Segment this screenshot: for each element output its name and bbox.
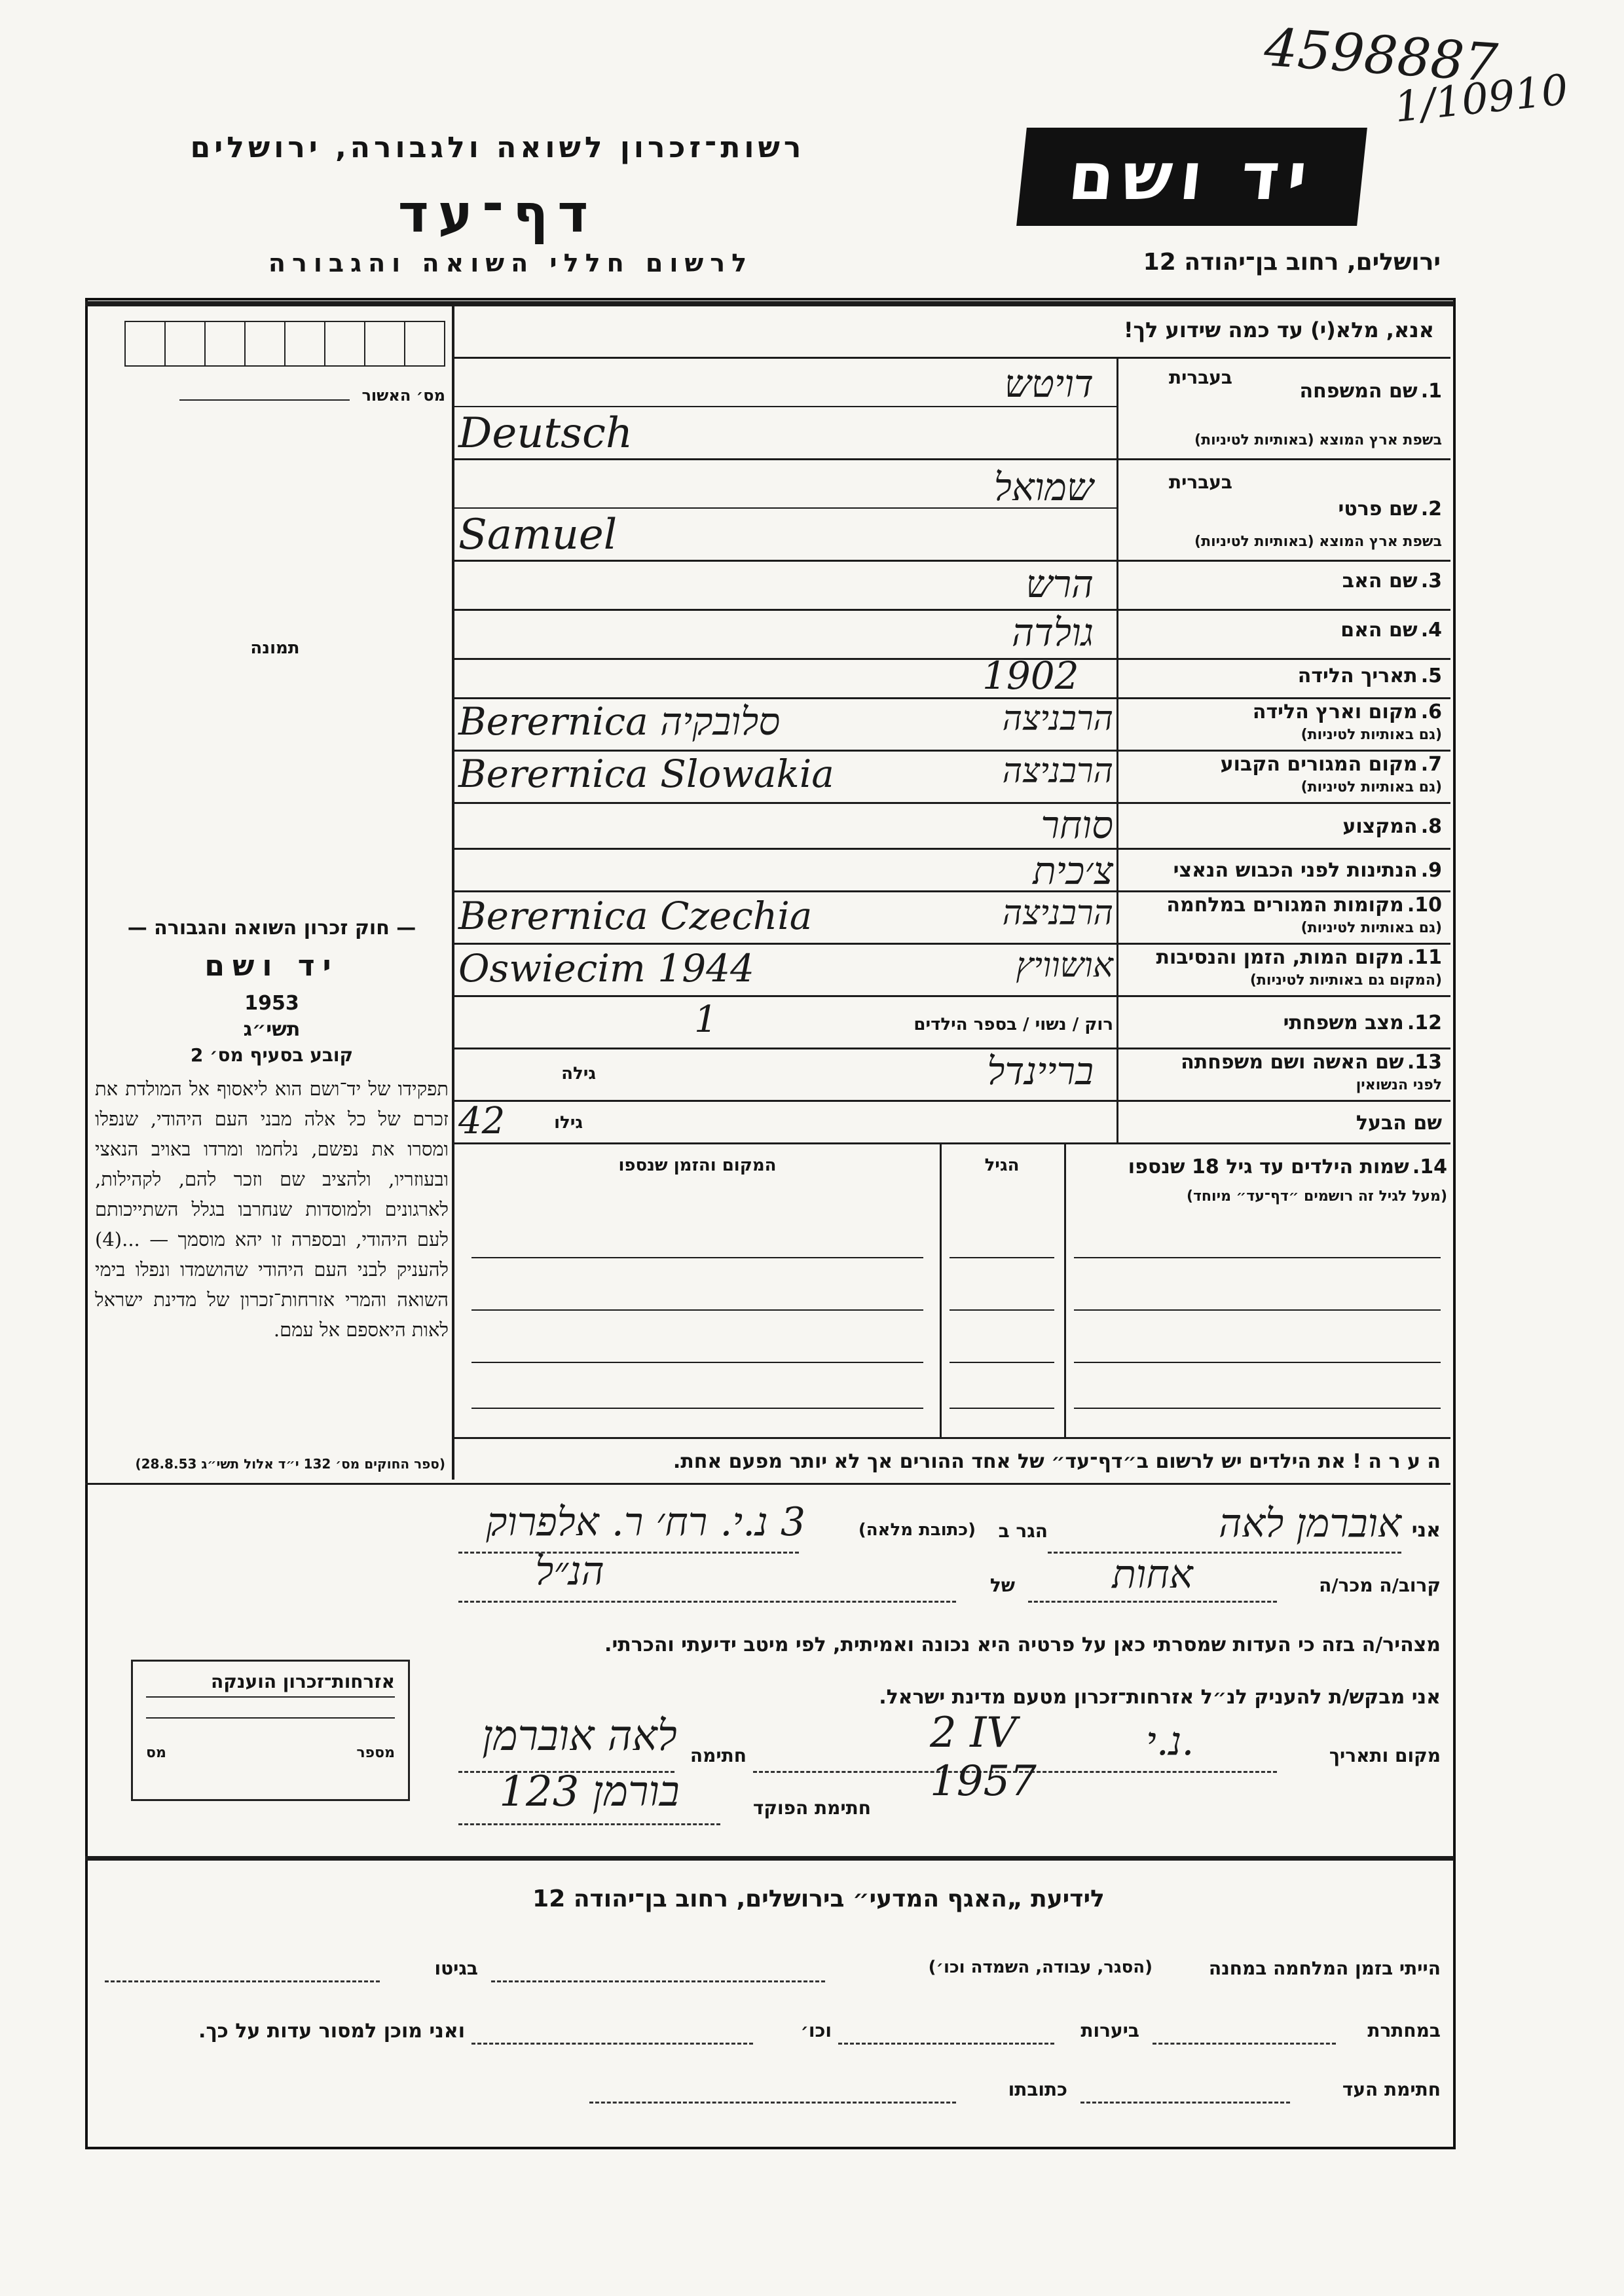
field-4-label: 4. שם האם: [1340, 619, 1442, 642]
lower-line2-d: ואני מוכן למסור עדות על כך.: [198, 2020, 465, 2043]
field-2-sub: בשפת ארץ המוצא (באותיות לטיניות): [1194, 534, 1442, 550]
signature-label: חתימה: [690, 1745, 747, 1766]
field-13-age-label: גילה: [561, 1064, 596, 1084]
law-year-num: 1953: [244, 992, 299, 1015]
field-9-label: 9. הנתינות לפני הכבוש הנאצי: [1173, 859, 1442, 882]
place-value[interactable]: נ.י.: [1146, 1719, 1194, 1764]
archive-number: 4598887: [1262, 16, 1500, 94]
field-12-label: 12. מצב משפחתי: [1283, 1011, 1442, 1034]
logo-text: יד ושם: [1065, 138, 1319, 215]
field-11-label: 11. מקום המות, הזמן והנסיבות: [1156, 946, 1442, 969]
law-text: תפקידו של יד־ושם הוא ליאסוף אל המולדת את זכרם של כל אלה מבני העם היהודי, שנפלו ומסרו את נפשם, נלחמו ומרדו באויב הנאצי ובעוזריו, ולהציב שם וזכר להם, לקהילות, לארגונים ולמוסדות שנחרבו בגלל השתייכותם לעם היהודי, ובספרה זו יהא מוסמך — ...(4) להעניק לבני העם היהודי שהושמדו ונפלו בימי השואה והמרי אזרחות־זכרון של מדינת ישראל לאות היאספם אל עמם.: [95, 1078, 449, 1341]
field-7-value-he[interactable]: הרבניצה: [1002, 752, 1113, 791]
children-sub: (מעל לגיל זה רושמים ״דף־עד״ מיוחד): [1186, 1188, 1447, 1205]
form-subtitle: לרשום חללי השואה והגבורה: [268, 249, 754, 278]
field-5-label: 5. תאריך הלידה: [1297, 665, 1442, 687]
field-11-sub: (המקום גם באותיות לטיניות): [1249, 972, 1442, 989]
relation-value[interactable]: אחות: [1112, 1552, 1193, 1597]
citizenship-number-label: מספר: [356, 1745, 395, 1761]
field-1-hebrew-value[interactable]: דויטש: [1004, 361, 1094, 406]
law-title: — חוק זכרון השואה והגבורה —: [127, 917, 416, 939]
declarant-address[interactable]: 3 נ.י. רח׳ ר. אלפרוק: [486, 1499, 805, 1545]
field-8-label: 8. המקצוע: [1342, 815, 1442, 838]
field-6-value-he[interactable]: הרבניצה: [1002, 699, 1113, 738]
field-12-value[interactable]: 1: [694, 998, 718, 1041]
field-12-status-options: רוק / נשוי / בספר הילדים: [913, 1015, 1113, 1034]
husband-age-label: גילו: [554, 1113, 583, 1133]
field-4-value[interactable]: גולדה: [1011, 610, 1094, 655]
law-source: (ספר החוקים מס׳ 132 י״ד אלול תשי״ג 28.8.53): [135, 1456, 445, 1472]
citizenship-title: אזרחות־זכרון הוענקה: [146, 1671, 395, 1698]
approval-label-text: מס׳ האשור: [361, 386, 445, 405]
officer-value[interactable]: בורמן 123: [499, 1768, 680, 1816]
field-13-label: 13. שם האשה ושם משפחתה: [1181, 1051, 1442, 1074]
field-2-label: 2. שם פרטי: [1338, 498, 1442, 520]
field-10-value-he[interactable]: הרבניצה: [1002, 894, 1113, 933]
request: אני מבקש/ת להעניק לנ״ל אזרחות־זכרון מטעם מדינת ישראל.: [879, 1686, 1441, 1709]
resident-label: הגר ב: [998, 1520, 1048, 1542]
field-10-value[interactable]: Berernica Czechia: [458, 894, 813, 938]
field-11-value[interactable]: Oswiecim 1944: [458, 946, 754, 991]
field-3-label: 3. שם האב: [1342, 570, 1442, 592]
date-value[interactable]: 2 IV 1957: [930, 1709, 1037, 1806]
field-13-sub: לפני הנשואין: [1356, 1077, 1442, 1093]
photo-label: תמונה: [250, 638, 300, 658]
of-value[interactable]: הנ״ל: [535, 1548, 604, 1594]
address: ירושלים, רחוב בן־יהודה 12: [1143, 249, 1441, 276]
field-5-value[interactable]: 1902: [982, 653, 1079, 698]
officer-label: חתימת הפוקד: [752, 1797, 871, 1819]
field-1-label: 1. שם המשפחה: [1299, 380, 1442, 403]
archive-suffix: 1/10910: [1392, 65, 1571, 132]
address-label: (כתובת מלאה): [858, 1520, 976, 1540]
field-13-value[interactable]: בריינדל: [987, 1049, 1094, 1093]
citizenship-number-row: [146, 1745, 395, 1761]
approval-label: [131, 386, 445, 405]
law-year-he: תשי״ג: [243, 1018, 301, 1041]
husband-age-value[interactable]: 42: [458, 1100, 506, 1142]
field-1-sub: בשפת ארץ המוצא (באותיות לטיניות): [1194, 432, 1442, 448]
field-10-label: 10. מקומות המגורים במלחמה: [1166, 894, 1442, 917]
of-label: של: [989, 1575, 1015, 1596]
field-8-value[interactable]: סוחר: [1041, 803, 1113, 847]
note: ה ע ר ה ! את הילדים יש לרשום ב״דף־עד״ של אחד ההורים אך לא יותר מפעם אחת.: [673, 1450, 1441, 1473]
institution-name: רשות־זכרון לשואה ולגבורה, ירושלים: [190, 131, 805, 164]
citizenship-box: [131, 1660, 410, 1801]
field-7-sub: (גם באותיות לטיניות): [1301, 779, 1442, 795]
yad-vashem-logo: [1016, 128, 1367, 226]
lower-line2-c: וכו׳: [800, 2020, 832, 2041]
approval-boxes[interactable]: [124, 321, 445, 367]
lower-line2-b: ביערות: [1080, 2020, 1139, 2041]
declarant-ani: אני: [1411, 1519, 1441, 1542]
field-2-latin-value[interactable]: Samuel: [458, 511, 618, 559]
declaration: מצהיר/ה בזה כי העדות שמסרתי כאן על פרטיה היא נכונה ואמיתית, לפי מיטב ידיעתי והכרתי.: [604, 1633, 1441, 1656]
children-col-place: המקום והזמן שנספו: [618, 1156, 777, 1175]
field-6-label: 6. מקום וארץ הלידה: [1252, 701, 1442, 723]
form-title: דף־עד: [397, 183, 598, 244]
law-name: יד ושם: [204, 949, 339, 983]
lower-line1-c: בגיטו: [434, 1958, 478, 1979]
instructions: אנא, מלא(י) עד כמה שידוע לך!: [1123, 318, 1434, 342]
field-6-value[interactable]: Berernica סלובקיה: [458, 699, 781, 744]
lower-line3-b: כתובתו: [1008, 2079, 1067, 2100]
signature-value[interactable]: לאה אוברמן: [482, 1712, 677, 1760]
field-7-label: 7. מקום המגורים הקבוע: [1220, 753, 1442, 776]
place-date-label: מקום ותאריך: [1329, 1745, 1441, 1766]
field-6-sub: (גם באותיות לטיניות): [1301, 727, 1442, 743]
field-9-value[interactable]: צ׳כית: [1033, 848, 1113, 893]
field-1-hebrew-tag: בעברית: [1168, 367, 1232, 388]
citizenship-number-prefix: מס: [146, 1745, 166, 1761]
declarant-name[interactable]: אוברמן לאה: [1219, 1501, 1401, 1546]
field-1-latin-value[interactable]: Deutsch: [458, 409, 633, 458]
lower-line3-a: חתימת העד: [1342, 2079, 1441, 2100]
field-7-value[interactable]: Berernica Slowakia: [458, 752, 834, 796]
field-10-sub: (גם באותיות לטיניות): [1301, 920, 1442, 936]
husband-label: שם הבעל: [1356, 1112, 1442, 1135]
lower-line1-b: (הסגר, עבודה, השמדה וכו׳): [928, 1958, 1153, 1977]
relation-label: קרוב/ה מכר/ה: [1319, 1575, 1441, 1596]
children-label: 14. שמות הילדים עד גיל 18 שנספו: [1128, 1156, 1447, 1178]
lower-title: לידיעת „האגף המדעי״ בירושלים, רחוב בן־יהודה 12: [532, 1886, 1105, 1912]
field-2-hebrew-value[interactable]: שמואל: [993, 465, 1094, 509]
children-col-age: הגיל: [984, 1156, 1020, 1175]
law-clause: קובע בסעיף מס׳ 2: [190, 1044, 354, 1066]
lower-line2-a: במחתרת: [1367, 2020, 1441, 2041]
field-2-hebrew-tag: בעברית: [1168, 471, 1232, 493]
field-3-value[interactable]: הרש: [1025, 562, 1094, 606]
lower-line1-a: הייתי בזמן המלחמה במחנה: [1208, 1958, 1441, 1979]
field-11-value-he[interactable]: אושוויץ: [1016, 946, 1113, 985]
